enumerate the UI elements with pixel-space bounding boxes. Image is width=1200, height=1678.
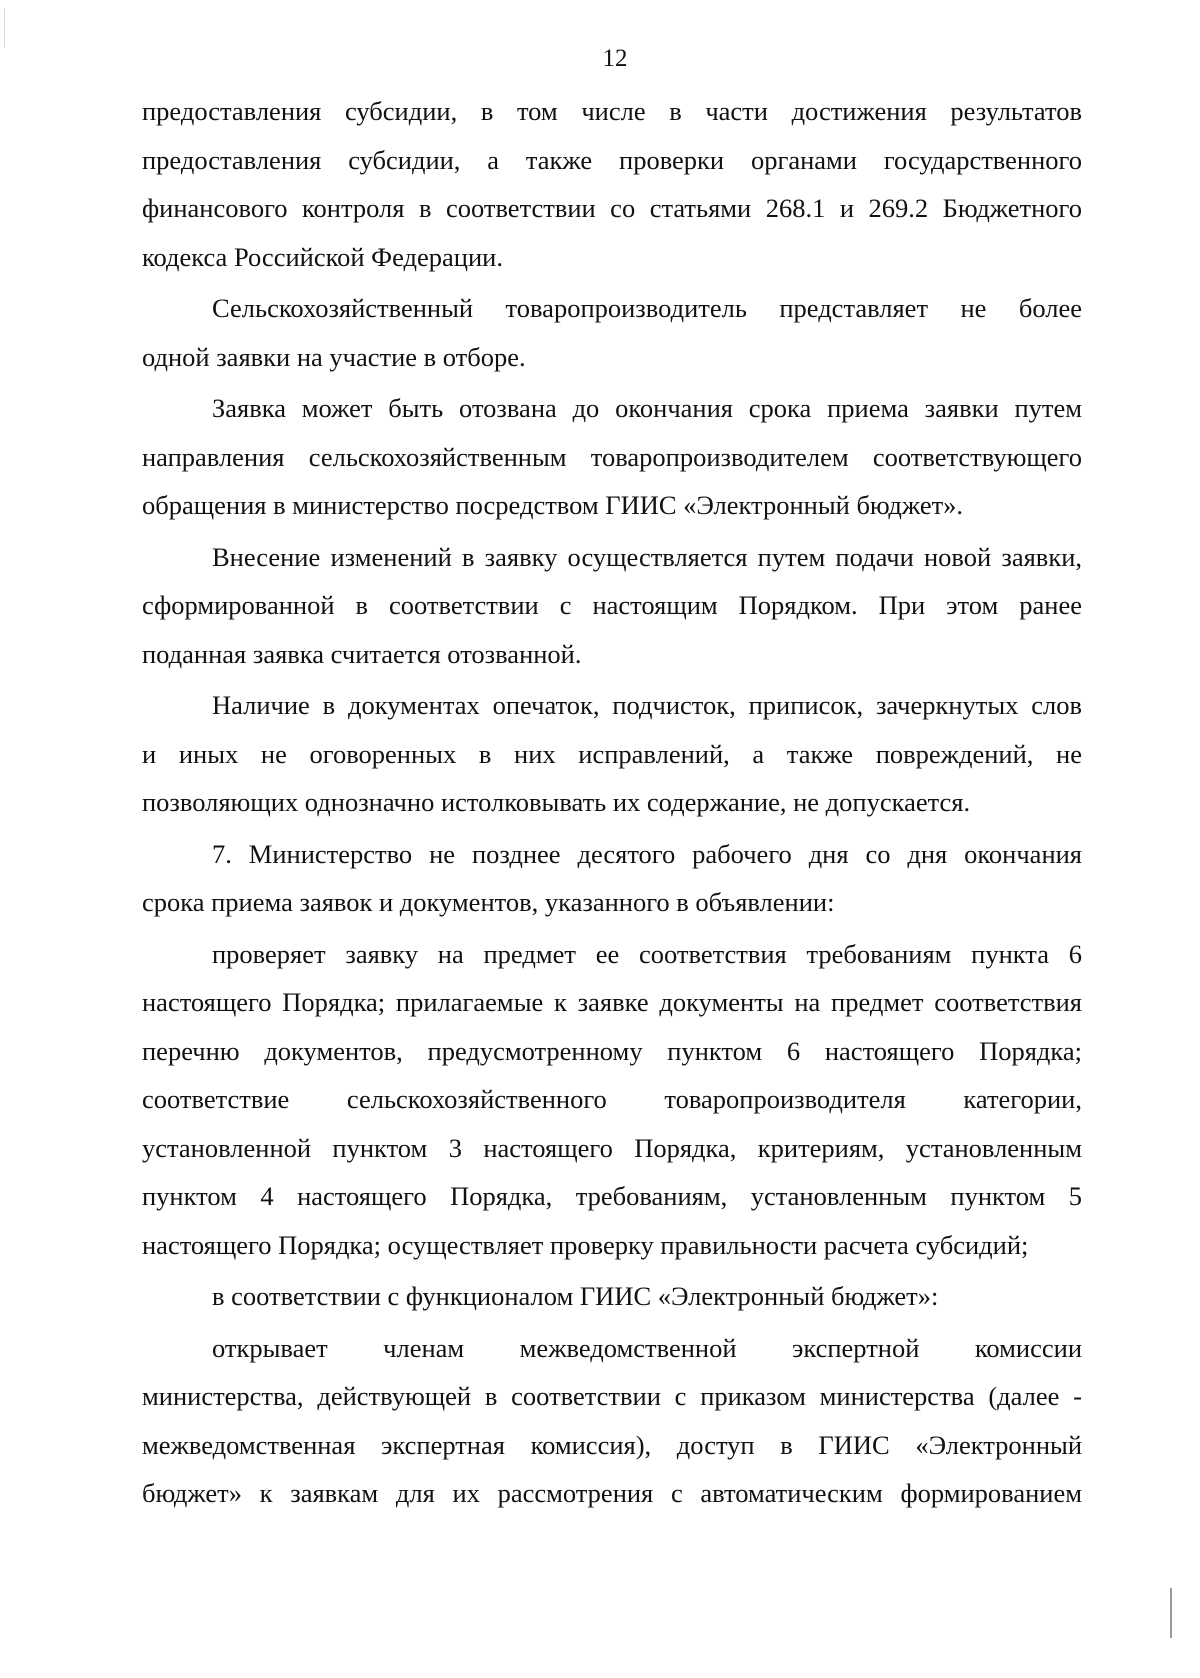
paragraph	[142, 681, 1082, 827]
text-line: предоставления субсидии, в том числе в части достижения результатов	[142, 96, 1082, 126]
document-body	[142, 87, 1082, 1521]
text-line: настоящего Порядка; осуществляет проверку правильности расчета субсидий;	[142, 1229, 1029, 1260]
paragraph	[142, 830, 1082, 927]
text-line: финансового контроля в соответствии со статьями 268.1 и 269.2 Бюджетного	[142, 193, 1082, 223]
text-line: и иных не оговоренных в них исправлений, а также повреждений, не	[142, 738, 1082, 769]
text-line: предоставления субсидии, а также проверки органами государственного	[142, 144, 1082, 175]
text-line: межведомственная экспертная комиссия), доступ в ГИИС «Электронный	[142, 1429, 1082, 1460]
page-number: 12	[602, 45, 628, 72]
paragraph	[142, 384, 1082, 530]
text-line: проверяет заявку на предмет ее соответствия требованиям пункта 6	[212, 938, 1082, 969]
paragraph	[142, 87, 1082, 281]
text-line: установленной пунктом 3 настоящего Порядка, критериям, установленным	[142, 1132, 1082, 1163]
text-line: позволяющих однозначно истолковывать их содержание, не допускается.	[142, 787, 971, 817]
paragraph	[142, 1324, 1082, 1518]
paragraph	[142, 930, 1082, 1270]
text-line: 7. Министерство не позднее десятого рабочего дня со дня окончания	[212, 838, 1082, 869]
text-line: поданная заявка считается отозванной.	[142, 638, 582, 669]
text-line: Заявка может быть отозвана до окончания срока приема заявки путем	[212, 393, 1082, 423]
paragraph	[142, 284, 1082, 381]
text-line: одной заявки на участие в отборе.	[142, 341, 526, 372]
text-line: направления сельскохозяйственным товаропроизводителем соответствующего	[142, 441, 1082, 472]
text-line: пунктом 4 настоящего Порядка, требованиям, установленным пунктом 5	[142, 1181, 1082, 1211]
paragraph	[142, 533, 1082, 679]
scan-artifact-left	[4, 8, 5, 48]
text-line: бюджет» к заявкам для их рассмотрения с автоматическим формированием	[142, 1478, 1082, 1508]
scan-artifact-right	[1170, 1588, 1172, 1638]
text-line: соответствие сельскохозяйственного товаропроизводителя категории,	[142, 1084, 1082, 1114]
text-line: перечню документов, предусмотренному пунктом 6 настоящего Порядка;	[142, 1035, 1082, 1066]
text-line: обращения в министерство посредством ГИИС «Электронный бюджет».	[142, 490, 964, 520]
text-line: настоящего Порядка; прилагаемые к заявке документы на предмет соответствия	[142, 987, 1082, 1017]
text-line: сформированной в соответствии с настоящим Порядком. При этом ранее	[142, 590, 1082, 620]
text-line: Сельскохозяйственный товаропроизводитель представляет не более	[212, 293, 1082, 323]
text-line: министерства, действующей в соответствии с приказом министерства (далее -	[142, 1381, 1082, 1411]
text-line: Наличие в документах опечаток, подчисток, приписок, зачеркнутых слов	[212, 690, 1082, 720]
text-line: кодекса Российской Федерации.	[142, 241, 503, 272]
text-line: открывает членам межведомственной экспертной комиссии	[212, 1332, 1082, 1363]
text-line: Внесение изменений в заявку осуществляется путем подачи новой заявки,	[212, 541, 1082, 572]
text-line: в соответствии с функционалом ГИИС «Электронный бюджет»:	[212, 1281, 939, 1311]
paragraph	[142, 1272, 1082, 1321]
text-line: срока приема заявок и документов, указанного в объявлении:	[142, 887, 835, 917]
